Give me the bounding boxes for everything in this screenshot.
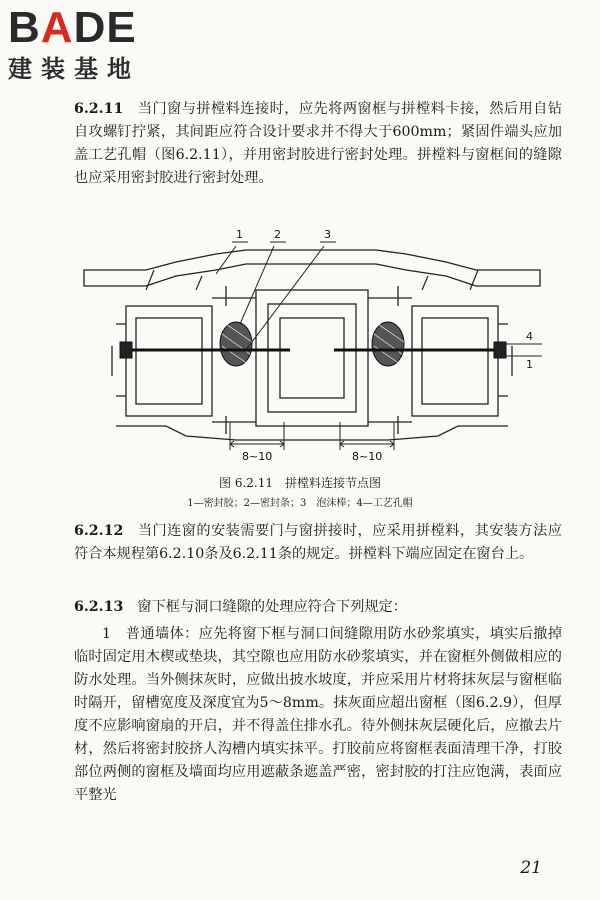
section-number: 6.2.11 <box>74 101 124 117</box>
section-6-2-11 <box>74 98 562 190</box>
figure-legend: 1—密封胶；2—密封条；3 泡沫棒；4—工艺孔帽 <box>187 498 413 509</box>
callout-3: 3 <box>324 228 331 241</box>
dim-right: 8~10 <box>352 450 383 463</box>
profile-top-outline <box>84 250 540 286</box>
right-frame <box>412 306 498 416</box>
dim-left: 8~10 <box>242 450 273 463</box>
section-text: 窗下框与洞口缝隙的处理应符合下列规定： <box>137 599 407 615</box>
mullion-joint-drawing <box>76 226 548 466</box>
figure-caption: 图 6.2.11 拼樘料连接节点图 <box>219 476 381 490</box>
mullion <box>256 290 368 426</box>
section-number: 6.2.12 <box>74 523 124 539</box>
plug-cap-left <box>120 342 132 358</box>
section-text: 当门窗与拼樘料连接时，应先将两窗框与拼樘料卡接，然后用自钻自攻螺钉拧紧，其间距应符合设计要求并不得大于600mm；紧固件端头应加盖工艺孔帽（图6.2.11），并用密封胶进行密封处理。拼樘料与窗框间的缝隙也应采用密封胶进行密封处理。 <box>74 101 562 186</box>
page-number: 21 <box>520 858 542 878</box>
plug-cap-right <box>494 342 506 358</box>
callout-4: 4 <box>526 330 533 343</box>
section-6-2-12 <box>74 520 562 566</box>
section-6-2-13 <box>74 596 562 619</box>
logo-subtitle: 建装基地 <box>8 55 140 83</box>
callout-1-right: 1 <box>526 358 533 371</box>
item-1-paragraph: 1 普通墙体：应先将窗下框与洞口间缝隙用防水砂浆填实，填实后撤掉临时固定用木楔或垫块，其空隙也应用防水砂浆填实，并在窗框外侧做相应的防水处理。当外侧抹灰时，应做出披水坡度，并应采用片材将抹灰层与窗框临时隔开，留槽宽度及深度宜为5～8mm。抹灰面应超出窗框（图6.2.9），但厚度不应影响窗扇的开启，并不得盖住排水孔。待外侧抹灰层硬化后，应撤去片材，然后将密封胶挤人沟槽内填实抹平。打胶前应将窗框表面清理干净，打胶部位两侧的窗框及墙面均应用遮蔽条遮盖严密，密封胶的打注应饱满，表面应平整光 <box>74 626 562 803</box>
callout-2: 2 <box>274 228 281 241</box>
section-number: 6.2.13 <box>74 599 124 615</box>
logo-wordmark: BADE <box>8 3 137 52</box>
left-frame <box>126 306 212 416</box>
section-text: 当门连窗的安装需要门与窗拼接时，应采用拼樘料，其安装方法应符合本规程第6.2.10条及6.2.11条的规定。拼樘料下端应固定在窗台上。 <box>74 523 562 562</box>
bade-logo <box>8 3 140 83</box>
callout-1: 1 <box>236 228 243 241</box>
